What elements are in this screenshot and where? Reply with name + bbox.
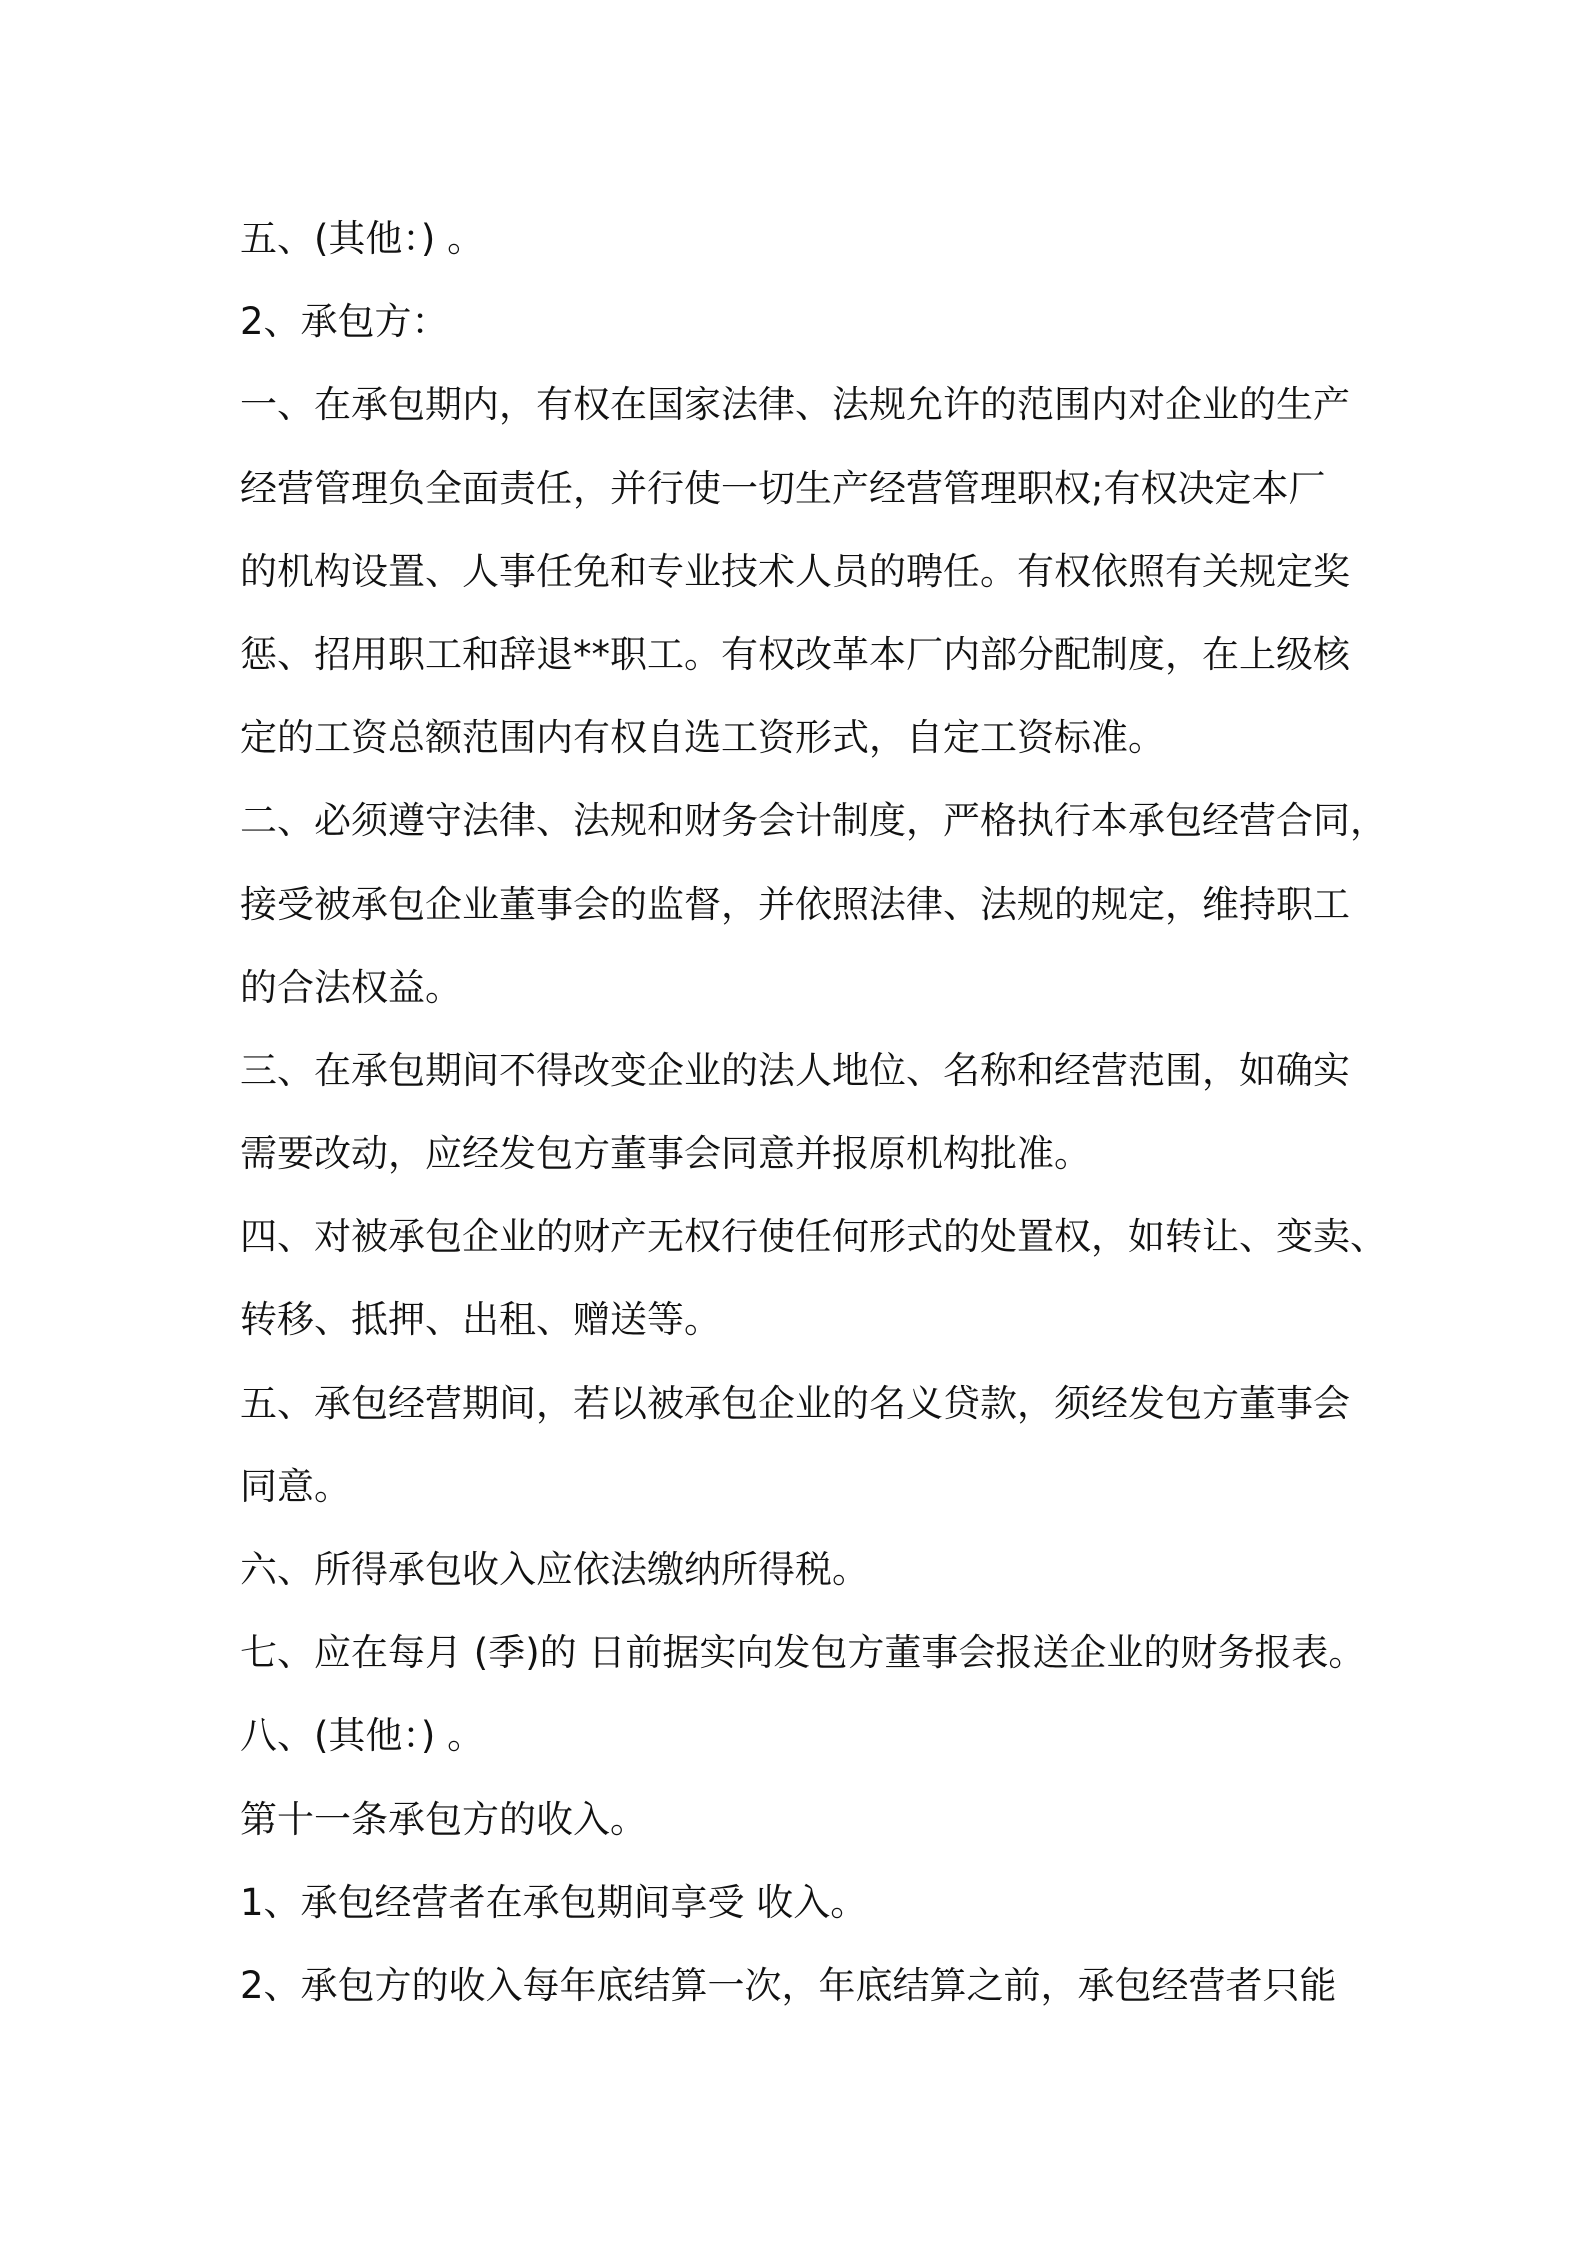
paragraph-line: 经营管理负全面责任，并行使一切生产经营管理职权;有权决定本厂: [240, 466, 1326, 510]
paragraph-line: 惩、招用职工和辞退**职工。有权改革本厂内部分配制度，在上级核: [240, 632, 1350, 676]
paragraph-line: 2、承包方的收入每年底结算一次，年底结算之前，承包经营者只能: [240, 1963, 1337, 2007]
paragraph-line: 二、必须遵守法律、法规和财务会计制度，严格执行本承包经营合同，: [240, 799, 1387, 843]
paragraph-line: 五、(其他：) 。: [240, 217, 485, 260]
paragraph-line: 的合法权益。: [240, 965, 462, 1009]
paragraph-line: 同意。: [240, 1464, 351, 1508]
paragraph-line: 2、承包方：: [240, 300, 449, 344]
paragraph-line: 的机构设置、人事任免和专业技术人员的聘任。有权依照有关规定奖: [240, 549, 1350, 593]
paragraph-line: 五、承包经营期间，若以被承包企业的名义贷款，须经发包方董事会: [240, 1381, 1350, 1425]
paragraph-line: 八、(其他：) 。: [240, 1714, 485, 1758]
paragraph-line: 定的工资总额范围内有权自选工资形式，自定工资标准。: [240, 716, 1165, 760]
document-body: [240, 197, 1387, 2027]
paragraph-line: 第十一条承包方的收入。: [240, 1797, 647, 1841]
paragraph-line: 转移、抵押、出租、赠送等。: [240, 1298, 721, 1342]
paragraph-line: 四、对被承包企业的财产无权行使任何形式的处置权，如转让、变卖、: [240, 1215, 1387, 1259]
paragraph-line: 六、所得承包收入应依法缴纳所得税。: [240, 1548, 869, 1591]
paragraph-line: 需要改动，应经发包方董事会同意并报原机构批准。: [240, 1132, 1091, 1176]
paragraph-line: 一、在承包期内，有权在国家法律、法规允许的范围内对企业的生产: [240, 383, 1350, 427]
paragraph-line: 三、在承包期间不得改变企业的法人地位、名称和经营范围，如确实: [240, 1048, 1350, 1092]
paragraph-line: 接受被承包企业董事会的监督，并依照法律、法规的规定，维持职工: [240, 882, 1350, 926]
paragraph-line: 1、承包经营者在承包期间享受 收入。: [240, 1880, 868, 1924]
paragraph-line: 七、应在每月 (季)的 日前据实向发包方董事会报送企业的财务报表。: [240, 1631, 1366, 1675]
